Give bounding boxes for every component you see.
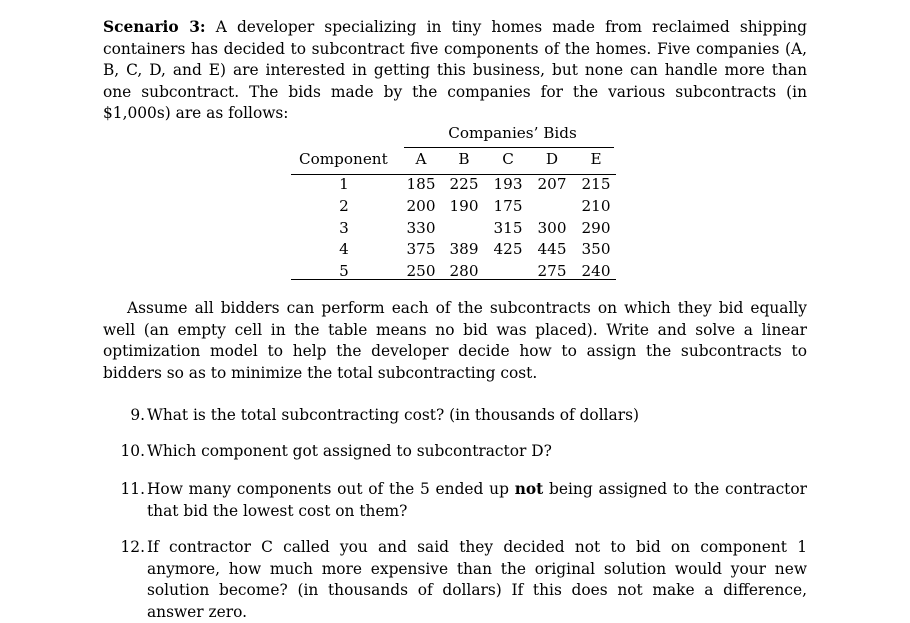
question-number: 12. xyxy=(120,538,145,556)
bid-cell: 290 xyxy=(581,219,611,237)
company-header-a: A xyxy=(415,150,427,168)
bid-cell: 250 xyxy=(406,262,436,280)
row-label: 5 xyxy=(339,262,349,280)
bid-cell: 190 xyxy=(449,197,479,215)
question-number: 11. xyxy=(120,480,145,498)
row-label: 1 xyxy=(339,175,349,193)
question-text: If contractor C called you and said they decided not to bid on component 1 anymore, how much more expensive than the original solution would your new solution become? (in thousands of dollars) If this does not make a difference, answer zero. xyxy=(147,538,807,621)
bids-table xyxy=(291,123,621,281)
question-number: 10. xyxy=(120,442,145,460)
table-title: Companies’ Bids xyxy=(448,124,577,142)
bid-cell: 330 xyxy=(406,219,436,237)
bid-cell: 445 xyxy=(537,240,567,258)
title-rule xyxy=(404,147,614,148)
bid-cell: 207 xyxy=(537,175,567,193)
bid-cell: 425 xyxy=(493,240,523,258)
scenario-text: A developer specializing in tiny homes made from reclaimed shipping containers has decided to subcontract five components of the homes. Five companies (A, B, C, D, and E) are interested in getting this business, but none can handle more than one subcontract. The bids made by the companies for the various subcontracts (in $1,000s) are as follows: xyxy=(103,18,807,122)
bid-cell: 193 xyxy=(493,175,523,193)
bid-cell: 389 xyxy=(449,240,479,258)
bid-cell: 185 xyxy=(406,175,436,193)
row-label: 3 xyxy=(339,219,349,237)
question-text-pre: How many components out of the 5 ended up xyxy=(147,480,515,498)
component-header: Component xyxy=(299,150,388,168)
company-header-e: E xyxy=(590,150,602,168)
bid-cell: 240 xyxy=(581,262,611,280)
question-text xyxy=(147,479,807,522)
row-label: 2 xyxy=(339,197,349,215)
company-header-c: C xyxy=(502,150,514,168)
bid-cell: 315 xyxy=(493,219,523,237)
assumption-paragraph: Assume all bidders can perform each of the subcontracts on which they bid equally well (an empty cell in the table means no bid was placed). Write and solve a linear optimization model to help the developer decide how to assign the subcontracts to bidders so as to minimize the total subcontracting cost. xyxy=(103,299,807,382)
bid-cell: 210 xyxy=(581,197,611,215)
question-text: Which component got assigned to subcontractor D? xyxy=(147,442,552,460)
scenario-paragraph xyxy=(103,17,807,125)
scenario-label: Scenario 3: xyxy=(103,18,206,36)
row-label: 4 xyxy=(339,240,349,258)
bid-cell: 200 xyxy=(406,197,436,215)
bid-cell: 350 xyxy=(581,240,611,258)
bid-cell: 175 xyxy=(493,197,523,215)
question-text-post: being assigned to the contractor that bid the lowest cost on them? xyxy=(147,480,807,520)
bottom-rule xyxy=(291,279,616,280)
bid-cell: 280 xyxy=(449,262,479,280)
bid-cell: 215 xyxy=(581,175,611,193)
bid-cell: 225 xyxy=(449,175,479,193)
bid-cell: 275 xyxy=(537,262,567,280)
bid-cell: 375 xyxy=(406,240,436,258)
bid-cell: 300 xyxy=(537,219,567,237)
question-text-emphasis: not xyxy=(514,480,544,498)
company-header-b: B xyxy=(458,150,470,168)
question-number: 9. xyxy=(130,406,145,424)
company-header-d: D xyxy=(545,150,559,168)
question-text: What is the total subcontracting cost? (in thousands of dollars) xyxy=(147,406,639,424)
